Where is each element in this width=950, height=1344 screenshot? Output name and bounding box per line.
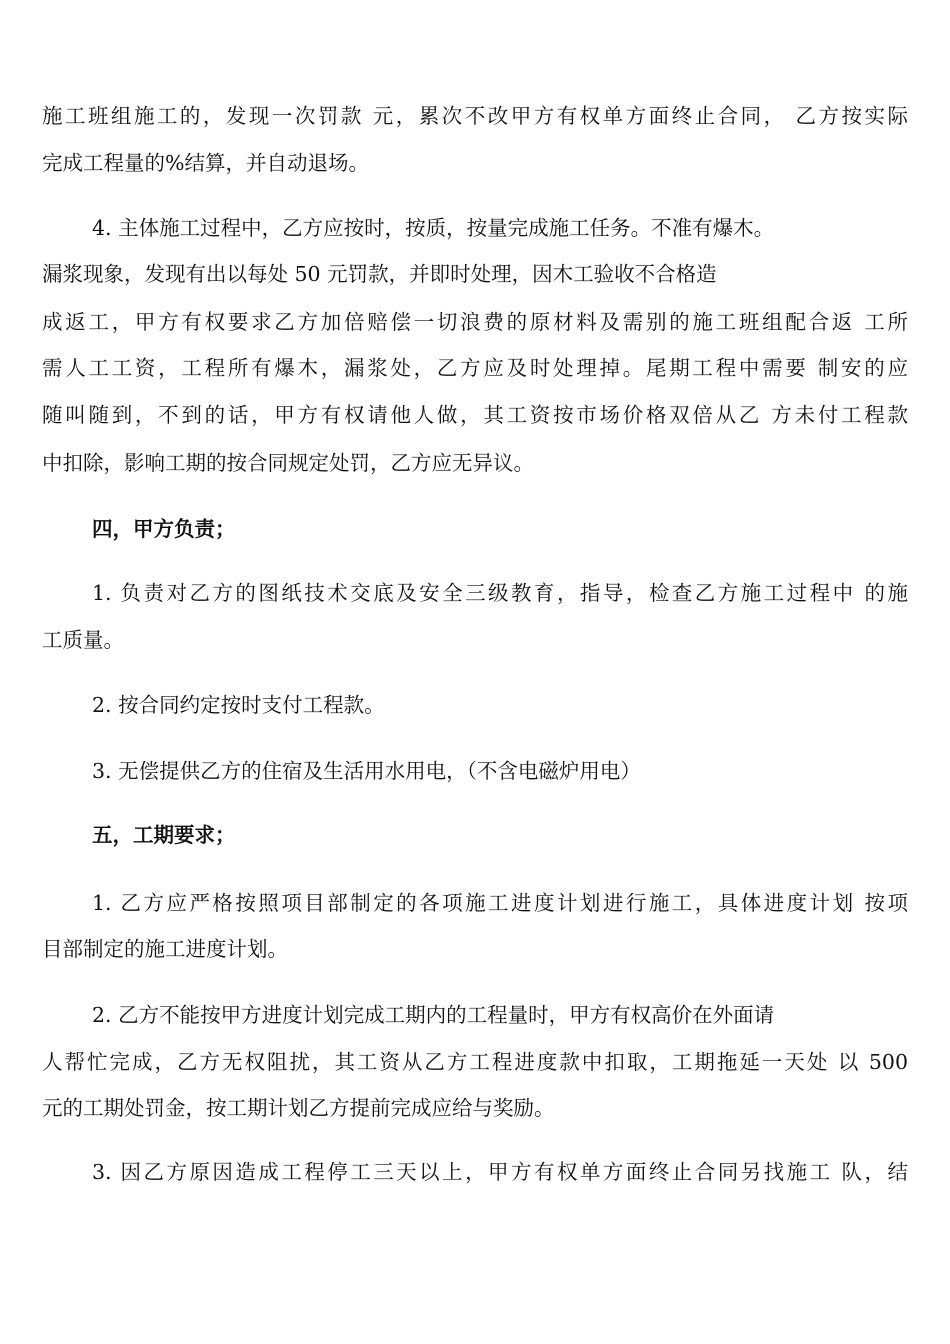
text-line: 施工班组施工的，发现一次罚款 元，累次不改甲方有权单方面终止合同， 乙方按实际	[42, 104, 908, 128]
section-heading: 五，工期要求；	[92, 823, 236, 847]
text-line: 目部制定的施工进度计划。	[42, 937, 288, 961]
text-line: 工质量。	[42, 628, 124, 652]
text-line: 完成工程量的%结算，并自动退场。	[42, 151, 369, 175]
text-line: 需人工工资，工程所有爆木，漏浆处，乙方应及时处理掉。尾期工程中需要 制安的应	[42, 356, 908, 380]
text-line: 成返工，甲方有权要求乙方加倍赔偿一切浪费的原材料及需别的施工班组配合返 工所	[42, 310, 908, 334]
text-line: 元的工期处罚金，按工期计划乙方提前完成应给与奖励。	[42, 1096, 555, 1120]
text-line: 2. 乙方不能按甲方进度计划完成工期内的工程量时，甲方有权高价在外面请	[92, 1003, 775, 1027]
text-line: 随叫随到，不到的话，甲方有权请他人做，其工资按市场价格双倍从乙 方未付工程款	[42, 403, 908, 427]
text-line: 人帮忙完成，乙方无权阻扰，其工资从乙方工程进度款中扣取，工期拖延一天处 以 500	[42, 1050, 908, 1074]
text-line: 中扣除，影响工期的按合同规定处罚，乙方应无异议。	[42, 451, 534, 475]
text-line: 4. 主体施工过程中，乙方应按时，按质，按量完成施工任务。不准有爆木。	[92, 216, 775, 240]
text-line: 漏浆现象，发现有出以每处 50 元罚款，并即时处理，因木工验收不合格造	[42, 262, 717, 286]
text-line: 3. 无偿提供乙方的住宿及生活用水用电，（不含电磁炉用电）	[92, 759, 641, 783]
text-line: 1. 乙方应严格按照项目部制定的各项施工进度计划进行施工，具体进度计划 按项	[92, 891, 908, 915]
text-line: 2. 按合同约定按时支付工程款。	[92, 693, 385, 717]
section-heading: 四，甲方负责；	[92, 517, 236, 541]
text-line: 1. 负责对乙方的图纸技术交底及安全三级教育，指导，检查乙方施工过程中 的施	[92, 581, 908, 605]
text-line: 3. 因乙方原因造成工程停工三天以上，甲方有权单方面终止合同另找施工 队，结	[92, 1160, 908, 1184]
